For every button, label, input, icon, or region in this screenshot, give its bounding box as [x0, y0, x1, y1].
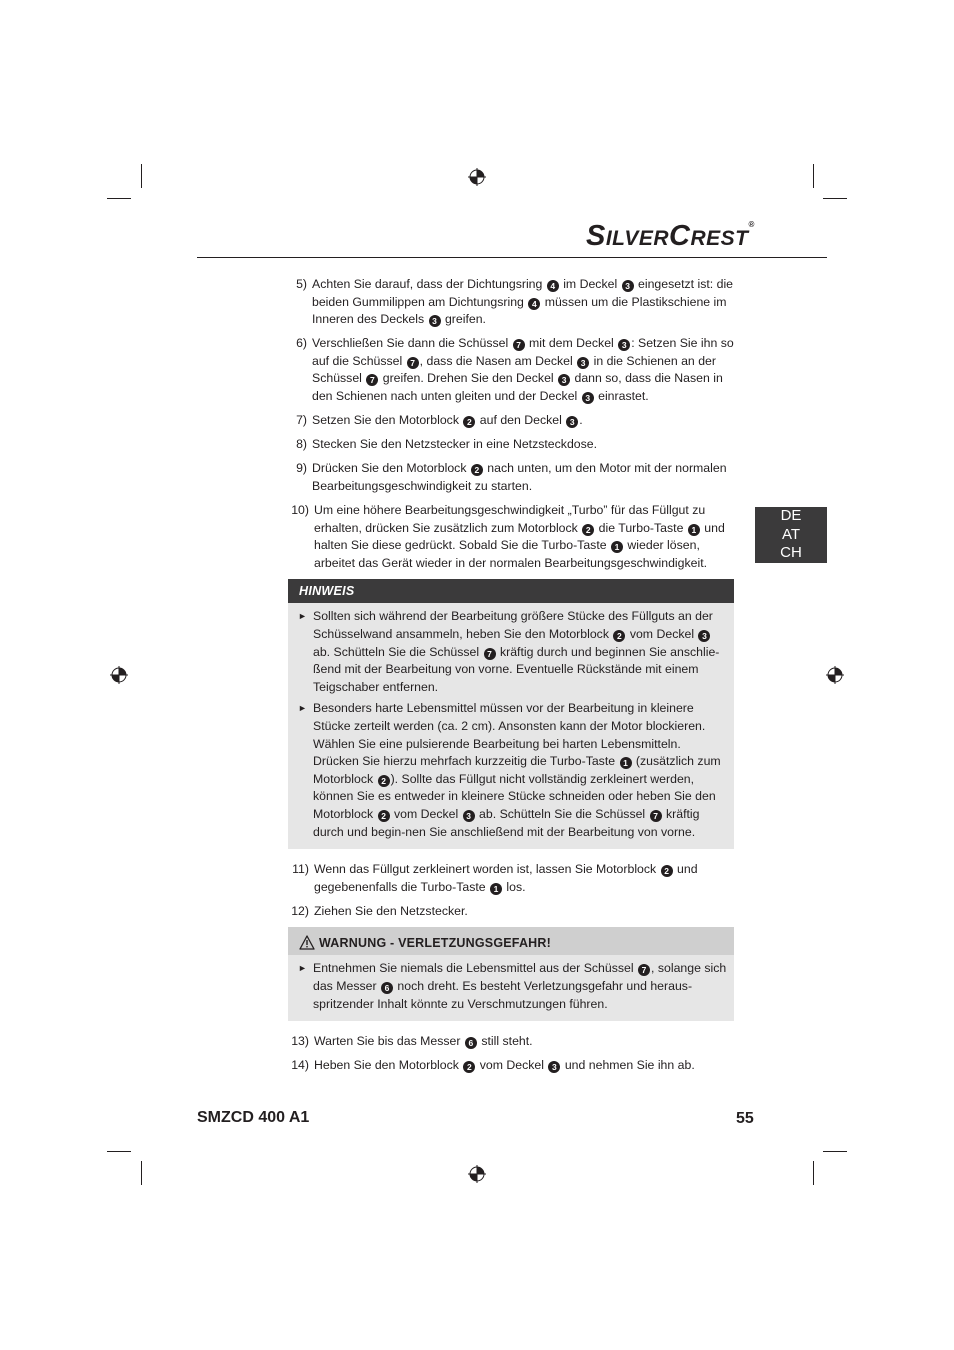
registration-mark-icon	[110, 666, 128, 684]
warning-title: WARNUNG - VERLETZUNGSGEFAHR!	[319, 936, 551, 951]
step-number: 6)	[296, 336, 307, 351]
part-number-badge: 3	[698, 630, 710, 642]
warning-triangle-icon	[299, 935, 315, 950]
warning-header	[288, 927, 734, 955]
part-number-badge: 3	[622, 280, 634, 292]
part-number-badge: 2	[471, 464, 483, 476]
language-tab	[755, 507, 827, 563]
part-number-badge: 1	[611, 541, 623, 553]
step-number: 14)	[291, 1058, 309, 1073]
language-code: DE	[780, 507, 802, 524]
part-number-badge: 3	[577, 357, 589, 369]
hinweis-box	[288, 579, 734, 849]
note-bullet	[298, 960, 728, 1013]
part-number-badge: 7	[407, 357, 419, 369]
step-item	[288, 436, 734, 454]
steps-list	[288, 861, 734, 920]
steps-list	[288, 1033, 734, 1075]
part-number-badge: 7	[513, 339, 525, 351]
step-text: Drücken Sie den Motorblock 2 nach unten, um den Motor mit der normalen Bearbeitungsgeschwindigkeit zu starten.	[312, 461, 727, 493]
part-number-badge: 3	[558, 374, 570, 386]
crop-mark	[141, 1161, 142, 1185]
part-number-badge: 1	[620, 757, 632, 769]
note-bullet	[298, 608, 728, 696]
step-text: Wenn das Füllgut zerkleinert worden ist, lassen Sie Motorblock 2 und gegebenenfalls die Turbo-Taste 1 los.	[314, 862, 698, 894]
crop-mark	[813, 164, 814, 188]
part-number-badge: 3	[582, 392, 594, 404]
arrow-bullet-icon: ►	[298, 963, 307, 974]
note-text: Entnehmen Sie niemals die Lebensmittel aus der Schüssel 7 , solange sich das Messer 6 noch dreht. Es besteht Verletzungsgefahr und heraus-spritzender Inhalt könnte zu Verschmutzungen führen.	[313, 961, 727, 1011]
part-number-badge: 3	[566, 416, 578, 428]
crop-mark	[107, 198, 131, 199]
part-number-badge: 3	[548, 1061, 560, 1073]
part-number-badge: 6	[381, 982, 393, 994]
note-text: Besonders harte Lebensmittel müssen vor der Bearbeitung in kleinere Stücke zerteilt werden (ca. 2 cm). Ansonsten kann der Motor blockieren. Wählen Sie eine pulsierende Bearbeitung bei harten Lebensmitteln. Drücken Sie hierzu mehrfach kurzzeitig die Turbo-Taste 1 (zusätzlich zum Motorblock 2 ). Sollte das Füllgut nicht vollständig zerkleinert werden, können Sie es entweder in kleinere Stücke schneiden oder heben Sie den Motorblock 2 vom Deckel 3 ab. Schütteln Sie die Schüssel 7 kräftig durch und begin-nen Sie anschließend mit der Bearbeitung von vorne.	[313, 701, 721, 839]
step-number: 11)	[292, 862, 309, 877]
note-text: Sollten sich während der Bearbeitung größere Stücke des Füllguts an der Schüsselwand ansammeln, heben Sie den Motorblock 2 vom Deckel 3 ab. Schütteln Sie die Schüssel 7 kräftig durch und beginnen Sie anschlie-ßend mit der Bearbeitung von vorne. Eventuelle Rückstände mit einem Teigschaber entfernen.	[313, 609, 720, 694]
step-number: 8)	[296, 437, 307, 452]
step-text: Achten Sie darauf, dass der Dichtungsring 4 im Deckel 3 eingesetzt ist: die beiden Gummilippen am Dichtungsring 4 müssen um die Plastikschiene im Inneren des Deckels 3 greifen.	[312, 277, 734, 327]
arrow-bullet-icon: ►	[298, 703, 307, 714]
step-text: Stecken Sie den Netzstecker in eine Netzsteckdose.	[312, 437, 598, 452]
part-number-badge: 2	[582, 524, 594, 536]
warning-box	[288, 927, 734, 1021]
part-number-badge: 4	[528, 298, 540, 310]
step-item	[288, 276, 734, 329]
note-bullet	[298, 700, 728, 841]
arrow-bullet-icon: ►	[298, 611, 307, 622]
language-code: CH	[780, 544, 802, 561]
part-number-badge: 2	[463, 416, 475, 428]
step-number: 12)	[291, 903, 309, 918]
step-text: Um eine höhere Bearbeitungsgeschwindigkeit „Turbo” für das Füllgut zu erhalten, drücken Sie zusätzlich zum Motorblock 2 die Turbo-Taste 1 und halten Sie diese gedrückt. Sobald Sie die Turbo-Taste 1 wieder lösen, arbeitet das Gerät wieder in der normalen Bearbeitungsgeschwindigkeit.	[314, 503, 725, 570]
instructions-content	[288, 276, 734, 1081]
part-number-badge: 2	[463, 1061, 475, 1073]
part-number-badge: 2	[613, 630, 625, 642]
step-item	[288, 412, 734, 430]
crop-mark	[823, 1151, 847, 1152]
part-number-badge: 7	[638, 964, 650, 976]
part-number-badge: 7	[650, 810, 662, 822]
brand-logo: SILVERCREST®	[586, 220, 755, 252]
warning-body	[288, 955, 734, 1021]
part-number-badge: 6	[465, 1037, 477, 1049]
part-number-badge: 3	[429, 315, 441, 327]
part-number-badge: 2	[661, 865, 673, 877]
step-item	[288, 1033, 734, 1051]
hinweis-title: HINWEIS	[288, 579, 734, 603]
part-number-badge: 3	[463, 810, 475, 822]
registration-mark-icon	[468, 168, 486, 186]
registration-mark-icon	[468, 1165, 486, 1183]
step-item	[288, 903, 734, 921]
step-number: 7)	[296, 413, 307, 428]
part-number-badge: 7	[484, 648, 496, 660]
step-item	[288, 502, 734, 572]
part-number-badge: 2	[378, 810, 390, 822]
part-number-badge: 4	[547, 280, 559, 292]
steps-list	[288, 276, 734, 572]
step-number: 13)	[291, 1034, 309, 1049]
part-number-badge: 2	[378, 775, 390, 787]
step-item	[288, 1057, 734, 1075]
step-item	[288, 861, 734, 896]
model-number: SMZCD 400 A1	[197, 1109, 310, 1126]
hinweis-body	[288, 603, 734, 849]
registration-mark-icon	[826, 666, 844, 684]
step-text: Warten Sie bis das Messer 6 still steht.	[314, 1034, 533, 1049]
step-text: Heben Sie den Motorblock 2 vom Deckel 3 und nehmen Sie ihn ab.	[314, 1058, 695, 1073]
part-number-badge: 1	[490, 883, 502, 895]
crop-mark	[107, 1151, 131, 1152]
step-item	[288, 335, 734, 405]
step-number: 9)	[296, 461, 307, 476]
step-text: Verschließen Sie dann die Schüssel 7 mit dem Deckel 3 : Setzen Sie ihn so auf die Schüssel 7 , dass die Nasen am Deckel 3 in die Schienen an der Schüssel 7 greifen. Drehen Sie den Deckel 3 dann so, dass die Nasen in den Schienen nach unten gleiten und der Deckel 3 einrastet.	[312, 336, 734, 404]
step-text: Ziehen Sie den Netzstecker.	[314, 903, 468, 918]
crop-mark	[823, 198, 847, 199]
step-item	[288, 460, 734, 495]
part-number-badge: 3	[618, 339, 630, 351]
part-number-badge: 1	[688, 524, 700, 536]
crop-mark	[141, 164, 142, 188]
page-number: 55	[736, 1110, 754, 1127]
part-number-badge: 7	[366, 374, 378, 386]
step-text: Setzen Sie den Motorblock 2 auf den Deckel 3 .	[312, 413, 583, 428]
header-rule	[197, 257, 827, 258]
crop-mark	[813, 1161, 814, 1185]
step-number: 5)	[296, 277, 307, 291]
step-number: 10)	[291, 503, 309, 518]
language-code: AT	[781, 525, 801, 543]
